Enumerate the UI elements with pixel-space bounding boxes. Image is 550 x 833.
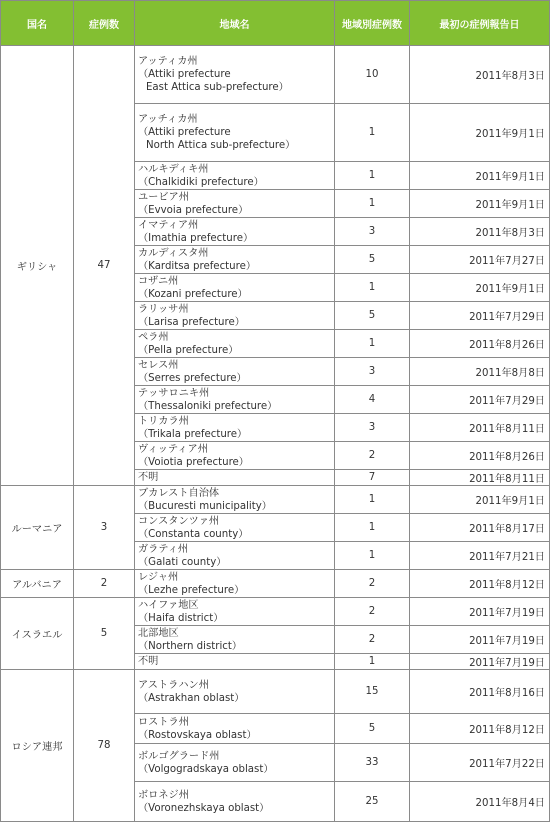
region-name bbox=[135, 744, 335, 782]
region-name-line: （Imathia prefecture） bbox=[138, 232, 254, 244]
region-name-line: コンスタンツァ州 bbox=[138, 515, 220, 527]
first-report-date: 2011年8月11日 bbox=[410, 414, 550, 442]
first-report-date: 2011年7月19日 bbox=[410, 598, 550, 626]
region-name-line: 北部地区 bbox=[138, 627, 179, 639]
region-case-count: 33 bbox=[335, 744, 410, 782]
region-name-line: （Karditsa prefecture） bbox=[138, 260, 257, 272]
country-name: アルバニア bbox=[1, 570, 74, 598]
region-name-line: 不明 bbox=[138, 472, 159, 483]
region-case-count: 3 bbox=[335, 414, 410, 442]
first-report-date: 2011年7月21日 bbox=[410, 542, 550, 570]
region-name bbox=[135, 670, 335, 714]
header-region: 地域名 bbox=[135, 1, 335, 46]
region-name-line: ロストラ州 bbox=[138, 716, 189, 728]
region-name-line: 不明 bbox=[138, 656, 159, 667]
region-name-line: イマティア州 bbox=[138, 219, 199, 231]
region-name-line: （Thessaloniki prefecture） bbox=[138, 400, 278, 412]
region-name-line: （Rostovskaya oblast） bbox=[138, 729, 257, 741]
first-report-date: 2011年8月26日 bbox=[410, 442, 550, 470]
country-total-cases: 3 bbox=[74, 486, 135, 570]
region-case-count: 3 bbox=[335, 218, 410, 246]
region-name-line: ハルキディキ州 bbox=[138, 163, 209, 175]
region-name-line: （Serres prefecture） bbox=[138, 372, 247, 384]
region-case-count: 1 bbox=[335, 274, 410, 302]
country-name: イスラエル bbox=[1, 598, 74, 670]
country-total-cases: 5 bbox=[74, 598, 135, 670]
region-name bbox=[135, 598, 335, 626]
first-report-date: 2011年8月12日 bbox=[410, 570, 550, 598]
region-case-count: 1 bbox=[335, 104, 410, 162]
region-name bbox=[135, 782, 335, 822]
region-name-line: （Astrakhan oblast） bbox=[138, 692, 245, 704]
country-total-cases: 2 bbox=[74, 570, 135, 598]
region-name bbox=[135, 330, 335, 358]
region-name bbox=[135, 442, 335, 470]
region-name bbox=[135, 274, 335, 302]
first-report-date: 2011年8月4日 bbox=[410, 782, 550, 822]
region-name-line: セレス州 bbox=[138, 359, 179, 371]
first-report-date: 2011年8月3日 bbox=[410, 218, 550, 246]
region-name-line: （Volgogradskaya oblast） bbox=[138, 763, 274, 775]
first-report-date: 2011年7月19日 bbox=[410, 654, 550, 670]
region-name-line: ヴィッティア州 bbox=[138, 443, 208, 455]
country-name: ロシア連邦 bbox=[1, 670, 74, 822]
region-name bbox=[135, 358, 335, 386]
country-name: ギリシャ bbox=[1, 46, 74, 486]
region-name-line: アッティカ州 bbox=[138, 56, 198, 67]
region-case-count: 5 bbox=[335, 714, 410, 744]
header-first-report-date: 最初の症例報告日 bbox=[410, 1, 550, 46]
region-case-count: 2 bbox=[335, 598, 410, 626]
region-name-line: East Attica sub-prefecture） bbox=[146, 82, 289, 93]
region-name bbox=[135, 626, 335, 654]
first-report-date: 2011年8月16日 bbox=[410, 670, 550, 714]
region-name-line: ユービア州 bbox=[138, 191, 189, 203]
region-name-line: （Trikala prefecture） bbox=[138, 428, 248, 440]
region-name-line: （Larisa prefecture） bbox=[138, 316, 245, 328]
region-name-line: （Attiki prefecture bbox=[138, 127, 231, 138]
region-name bbox=[135, 190, 335, 218]
first-report-date: 2011年7月29日 bbox=[410, 302, 550, 330]
region-name bbox=[135, 386, 335, 414]
first-report-date: 2011年9月1日 bbox=[410, 190, 550, 218]
region-name-line: トリカラ州 bbox=[138, 415, 189, 427]
region-name-line: （Voronezhskaya oblast） bbox=[138, 802, 270, 814]
region-name-line: （Pella prefecture） bbox=[138, 344, 239, 356]
region-case-count: 1 bbox=[335, 542, 410, 570]
table-row bbox=[1, 46, 550, 104]
region-name bbox=[135, 218, 335, 246]
region-case-count: 5 bbox=[335, 302, 410, 330]
header-total-cases: 症例数 bbox=[74, 1, 135, 46]
region-case-count: 5 bbox=[335, 246, 410, 274]
region-case-count: 4 bbox=[335, 386, 410, 414]
region-name bbox=[135, 46, 335, 104]
header-country: 国名 bbox=[1, 1, 74, 46]
table-body bbox=[1, 46, 550, 822]
first-report-date: 2011年7月22日 bbox=[410, 744, 550, 782]
region-name-line: （Haifa district） bbox=[138, 612, 224, 624]
region-case-count: 7 bbox=[335, 470, 410, 486]
region-name-line: ペラ州 bbox=[138, 331, 169, 343]
first-report-date: 2011年8月17日 bbox=[410, 514, 550, 542]
region-name-line: （Kozani prefecture） bbox=[138, 288, 248, 300]
region-case-count: 25 bbox=[335, 782, 410, 822]
region-name-line: （Northern district） bbox=[138, 640, 243, 652]
region-name-line: （Evvoia prefecture） bbox=[138, 204, 249, 216]
region-case-count: 1 bbox=[335, 190, 410, 218]
first-report-date: 2011年9月1日 bbox=[410, 486, 550, 514]
region-name bbox=[135, 162, 335, 190]
region-name bbox=[135, 570, 335, 598]
first-report-date: 2011年8月12日 bbox=[410, 714, 550, 744]
region-name bbox=[135, 486, 335, 514]
header-row bbox=[1, 1, 550, 46]
region-case-count: 2 bbox=[335, 570, 410, 598]
region-case-count: 1 bbox=[335, 514, 410, 542]
region-case-count: 2 bbox=[335, 442, 410, 470]
region-name-line: ガラティ州 bbox=[138, 543, 189, 555]
country-total-cases: 47 bbox=[74, 46, 135, 486]
region-name-line: ハイファ地区 bbox=[138, 599, 199, 611]
table-row bbox=[1, 670, 550, 714]
country-name: ルーマニア bbox=[1, 486, 74, 570]
region-name bbox=[135, 514, 335, 542]
region-case-count: 1 bbox=[335, 486, 410, 514]
region-name bbox=[135, 654, 335, 670]
region-name-line: （Chalkidiki prefecture） bbox=[138, 176, 264, 188]
region-name-line: （Constanta county） bbox=[138, 528, 249, 540]
header-region-cases: 地域別症例数 bbox=[335, 1, 410, 46]
region-name bbox=[135, 714, 335, 744]
table-row bbox=[1, 486, 550, 514]
region-case-count: 10 bbox=[335, 46, 410, 104]
first-report-date: 2011年8月26日 bbox=[410, 330, 550, 358]
region-name bbox=[135, 470, 335, 486]
table-row bbox=[1, 598, 550, 626]
region-name-line: カルディスタ州 bbox=[138, 247, 209, 259]
region-name-line: （Bucuresti municipality） bbox=[138, 500, 272, 512]
region-name-line: テッサロニキ州 bbox=[138, 387, 210, 399]
region-name-line: ボロネジ州 bbox=[138, 789, 189, 801]
country-total-cases: 78 bbox=[74, 670, 135, 822]
region-name bbox=[135, 542, 335, 570]
first-report-date: 2011年8月8日 bbox=[410, 358, 550, 386]
region-name-line: North Attica sub-prefecture） bbox=[146, 140, 296, 151]
region-case-count: 2 bbox=[335, 626, 410, 654]
first-report-date: 2011年7月29日 bbox=[410, 386, 550, 414]
region-case-count: 15 bbox=[335, 670, 410, 714]
region-case-count: 1 bbox=[335, 162, 410, 190]
region-case-count: 3 bbox=[335, 358, 410, 386]
region-name bbox=[135, 104, 335, 162]
first-report-date: 2011年9月1日 bbox=[410, 274, 550, 302]
first-report-date: 2011年7月19日 bbox=[410, 626, 550, 654]
first-report-date: 2011年8月3日 bbox=[410, 46, 550, 104]
table-row bbox=[1, 570, 550, 598]
region-name-line: レジャ州 bbox=[138, 571, 179, 583]
region-name-line: （Voiotia prefecture） bbox=[138, 456, 249, 468]
region-case-count: 1 bbox=[335, 654, 410, 670]
region-name bbox=[135, 414, 335, 442]
region-name-line: （Galati county） bbox=[138, 556, 227, 568]
region-name-line: ラリッサ州 bbox=[138, 303, 189, 315]
region-name-line: （Attiki prefecture bbox=[138, 69, 231, 80]
region-name-line: （Lezhe prefecture） bbox=[138, 584, 245, 596]
region-name-line: コザニ州 bbox=[138, 275, 179, 287]
first-report-date: 2011年9月1日 bbox=[410, 104, 550, 162]
first-report-date: 2011年8月11日 bbox=[410, 470, 550, 486]
region-name bbox=[135, 246, 335, 274]
region-name-line: アストラハン州 bbox=[138, 679, 209, 691]
region-name-line: アッチィカ州 bbox=[138, 114, 198, 125]
first-report-date: 2011年9月1日 bbox=[410, 162, 550, 190]
region-name-line: ブカレスト自治体 bbox=[138, 487, 220, 499]
region-name bbox=[135, 302, 335, 330]
first-report-date: 2011年7月27日 bbox=[410, 246, 550, 274]
region-case-count: 1 bbox=[335, 330, 410, 358]
region-name-line: ボルゴグラード州 bbox=[138, 750, 220, 762]
